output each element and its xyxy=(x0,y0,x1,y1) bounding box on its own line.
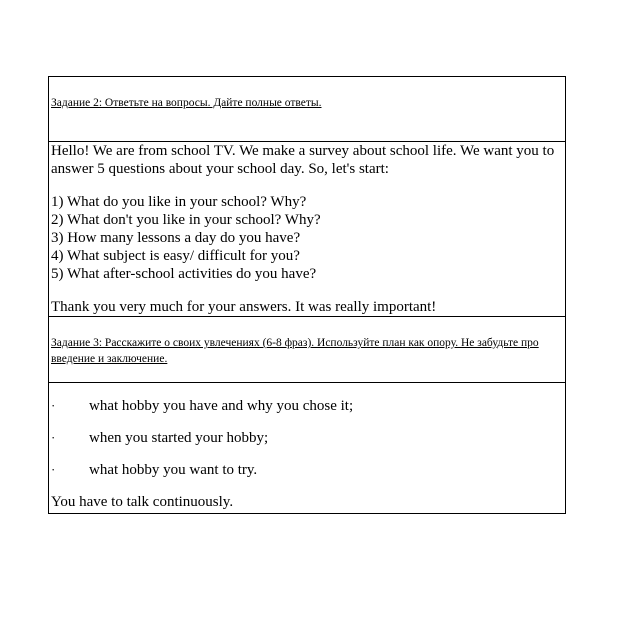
question-item: 5) What after-school activities do you have? xyxy=(51,266,317,282)
task2-closing: Thank you very much for your answers. It was really important! xyxy=(51,299,437,315)
question-item: 3) How many lessons a day do you have? xyxy=(51,230,301,246)
plan-item xyxy=(51,429,563,447)
task2-heading-cell xyxy=(49,77,566,142)
task3-heading: Задание 3: Расскажите о своих увлечениях (6-8 фраз). Используйте план как опору. Не забудьте про введение и заключение. xyxy=(51,337,539,365)
plan-item-text: when you started your hobby; xyxy=(89,430,269,446)
question-item: 4) What subject is easy/ difficult for you? xyxy=(51,248,300,264)
question-list xyxy=(51,193,563,283)
plan-item xyxy=(51,461,563,479)
question-item: 2) What don't you like in your school? Why? xyxy=(51,212,321,228)
task3-closing: You have to talk continuously. xyxy=(51,494,234,510)
plan-item xyxy=(51,397,563,415)
task-table xyxy=(48,76,566,514)
task2-intro: Hello! We are from school TV. We make a survey about school life. We want you to answer 5 questions about your school day. So, let's start: xyxy=(51,143,555,177)
bullet-icon: · xyxy=(51,398,56,413)
bullet-icon: · xyxy=(51,430,56,445)
task2-body-cell xyxy=(49,142,566,317)
plan-item-text: what hobby you have and why you chose it; xyxy=(89,398,354,414)
plan-item-text: what hobby you want to try. xyxy=(89,462,258,478)
bullet-icon: · xyxy=(51,462,56,477)
task2-heading: Задание 2: Ответьте на вопросы. Дайте полные ответы. xyxy=(51,97,322,109)
task3-body-cell xyxy=(49,383,566,514)
task3-heading-cell xyxy=(49,317,566,383)
question-item: 1) What do you like in your school? Why? xyxy=(51,194,307,210)
